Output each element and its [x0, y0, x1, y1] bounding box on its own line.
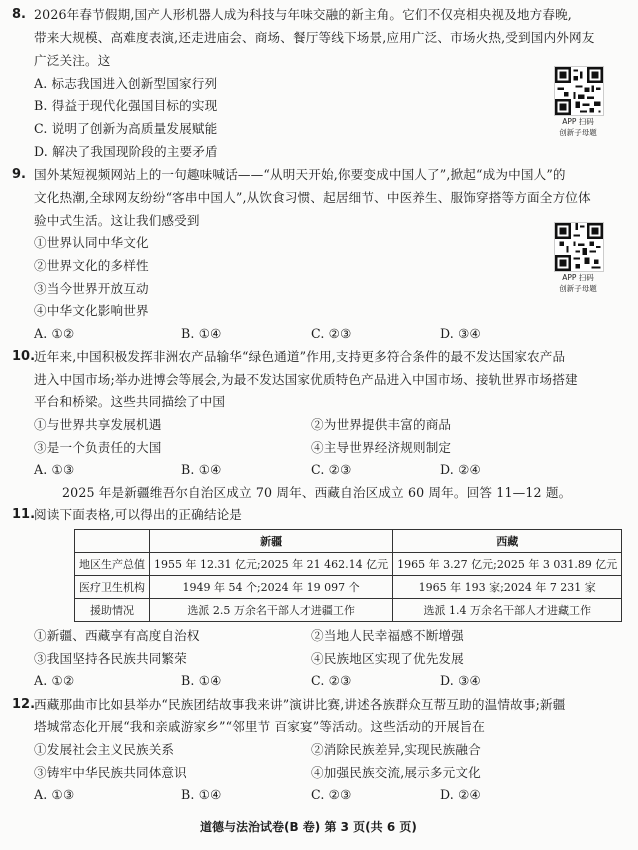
q8-option-a: A. 标志我国进入创新型国家行列: [34, 76, 218, 91]
q12-choice-c: C. ②③: [311, 787, 352, 802]
q10-item-2: ②为世界提供丰富的商品: [311, 417, 452, 432]
q10-choice-a: A. ①③: [34, 462, 75, 477]
q12-choice-d: D. ②④: [440, 787, 481, 802]
table-cell: 医疗卫生机构: [75, 576, 150, 599]
q11-choice-b: B. ①④: [181, 673, 222, 688]
q12-item-4: ④加强民族交流,展示多元文化: [311, 765, 481, 780]
q11-item-2: ②当地人民幸福感不断增强: [311, 628, 464, 643]
q10-number: 10.: [12, 349, 36, 364]
q10-stem-line3: 平台和桥梁。这些共同描绘了中国: [34, 394, 226, 409]
q8-stem-line1: 2026年春节假期,国产人形机器人成为科技与年味交融的新主角。它们不仅亮相央视及地方春晚,: [34, 7, 572, 22]
page-footer: 道德与法治试卷(B 卷) 第 3 页(共 6 页): [200, 820, 417, 834]
q8-option-d: D. 解决了我国现阶段的主要矛盾: [34, 144, 218, 159]
q10-item-3: ③是一个负责任的大国: [34, 440, 162, 455]
table-cell: 1955 年 12.31 亿元;2025 年 21 462.14 亿元: [150, 553, 393, 576]
qr-label-name: 创新子母题: [559, 128, 597, 137]
table-cell: 选派 2.5 万余名干部人才进疆工作: [150, 599, 393, 622]
q12-choice-b: B. ①④: [181, 787, 222, 802]
q11-item-1: ①新疆、西藏享有高度自治权: [34, 628, 200, 643]
q10-choice-c: C. ②③: [311, 462, 352, 477]
table-cell: 地区生产总值: [75, 553, 150, 576]
q9-item-4: ④中华文化影响世界: [34, 303, 149, 318]
q12-number: 12.: [12, 697, 36, 712]
q12-stem-line2: 塔城常态化开展“我和亲戚游家乡”“邻里节 百家宴”等活动。这些活动的开展旨在: [34, 719, 486, 734]
qr-code-icon[interactable]: [554, 222, 604, 272]
table-row: [75, 599, 622, 622]
q11-choice-c: C. ②③: [311, 673, 352, 688]
q9-choice-a: A. ①②: [34, 326, 75, 341]
table-header-cell: 西藏: [393, 530, 622, 553]
q9-item-2: ②世界文化的多样性: [34, 258, 149, 273]
q10-item-4: ④主导世界经济规则制定: [311, 440, 452, 455]
q12-item-2: ②消除民族差异,实现民族融合: [311, 742, 481, 757]
q11-choice-d: D. ③④: [440, 673, 481, 688]
q12-stem-line1: 西藏那曲市比如县举办“民族团结故事我来讲”演讲比赛,讲述各族群众互帮互助的温情故事;新疆: [34, 697, 566, 712]
q12-item-1: ①发展社会主义民族关系: [34, 742, 175, 757]
table-row: [75, 576, 622, 599]
table-header-cell: [75, 530, 150, 553]
table-row: [75, 553, 622, 576]
q12-item-3: ③铸牢中华民族共同体意识: [34, 765, 187, 780]
q10-stem-line1: 近年来,中国积极发挥非洲农产品输华“绿色通道”作用,支持更多符合条件的最不发达国家农产品: [34, 349, 566, 364]
q8-stem-line2: 带来大规模、高难度表演,还走进庙会、商场、餐厅等线下场景,应用广泛、市场火热,受到国内外网友: [34, 30, 595, 45]
table-header-cell: 新疆: [150, 530, 393, 553]
q11-number: 11.: [12, 507, 36, 522]
q10-item-1: ①与世界共享发展机遇: [34, 417, 162, 432]
q11-item-4: ④民族地区实现了优先发展: [311, 651, 464, 666]
qr-label-scan: APP 扫码: [562, 273, 594, 282]
q9-stem-line2: 文化热潮,全球网友纷纷“客串中国人”,从饮食习惯、起居细节、中医养生、服饰穿搭等方面全方位体: [34, 190, 591, 205]
q10-stem-line2: 进入中国市场;举办进博会等展会,为最不发达国家优质特色产品进入中国市场、接轨世界市场搭建: [34, 372, 578, 387]
q9-choice-c: C. ②③: [311, 326, 352, 341]
q11-stem: 阅读下面表格,可以得出的正确结论是: [34, 507, 243, 522]
q8-option-c: C. 说明了创新为高质量发展赋能: [34, 121, 218, 136]
q11-item-3: ③我国坚持各民族共同繁荣: [34, 651, 187, 666]
q9-stem-line3: 验中式生活。这让我们感受到: [34, 213, 200, 228]
q8-option-b: B. 得益于现代化强国目标的实现: [34, 98, 218, 113]
q8-number: 8.: [12, 7, 26, 22]
q9-item-1: ①世界认同中华文化: [34, 235, 149, 250]
table-cell: 1965 年 193 家;2024 年 7 231 家: [393, 576, 622, 599]
q10-choice-d: D. ②④: [440, 462, 481, 477]
q9-stem-line1: 国外某短视频网站上的一句趣味喊话——“从明天开始,你要变成中国人了”,掀起“成为中国人”的: [34, 167, 566, 182]
q9-choice-d: D. ③④: [440, 326, 481, 341]
table-cell: 1949 年 54 个;2024 年 19 097 个: [150, 576, 393, 599]
data-table: [74, 529, 622, 622]
q10-choice-b: B. ①④: [181, 462, 222, 477]
q8-stem-line3: 广泛关注。这: [34, 53, 111, 68]
qr-code-icon[interactable]: [554, 66, 604, 116]
q9-choice-b: B. ①④: [181, 326, 222, 341]
q9-item-3: ③当今世界开放互动: [34, 281, 149, 296]
q12-choice-a: A. ①③: [34, 787, 75, 802]
q9-number: 9.: [12, 167, 26, 182]
q11-choice-a: A. ①②: [34, 673, 75, 688]
table-cell: 选派 1.4 万余名干部人才进藏工作: [393, 599, 622, 622]
group-intro: 2025 年是新疆维吾尔自治区成立 70 周年、西藏自治区成立 60 周年。回答 11—12 题。: [62, 485, 572, 500]
qr-label-name: 创新子母题: [559, 284, 597, 293]
qr-label-scan: APP 扫码: [562, 117, 594, 126]
table-cell: 援助情况: [75, 599, 150, 622]
table-cell: 1965 年 3.27 亿元;2025 年 3 031.89 亿元: [393, 553, 622, 576]
table-header-row: [75, 530, 622, 553]
